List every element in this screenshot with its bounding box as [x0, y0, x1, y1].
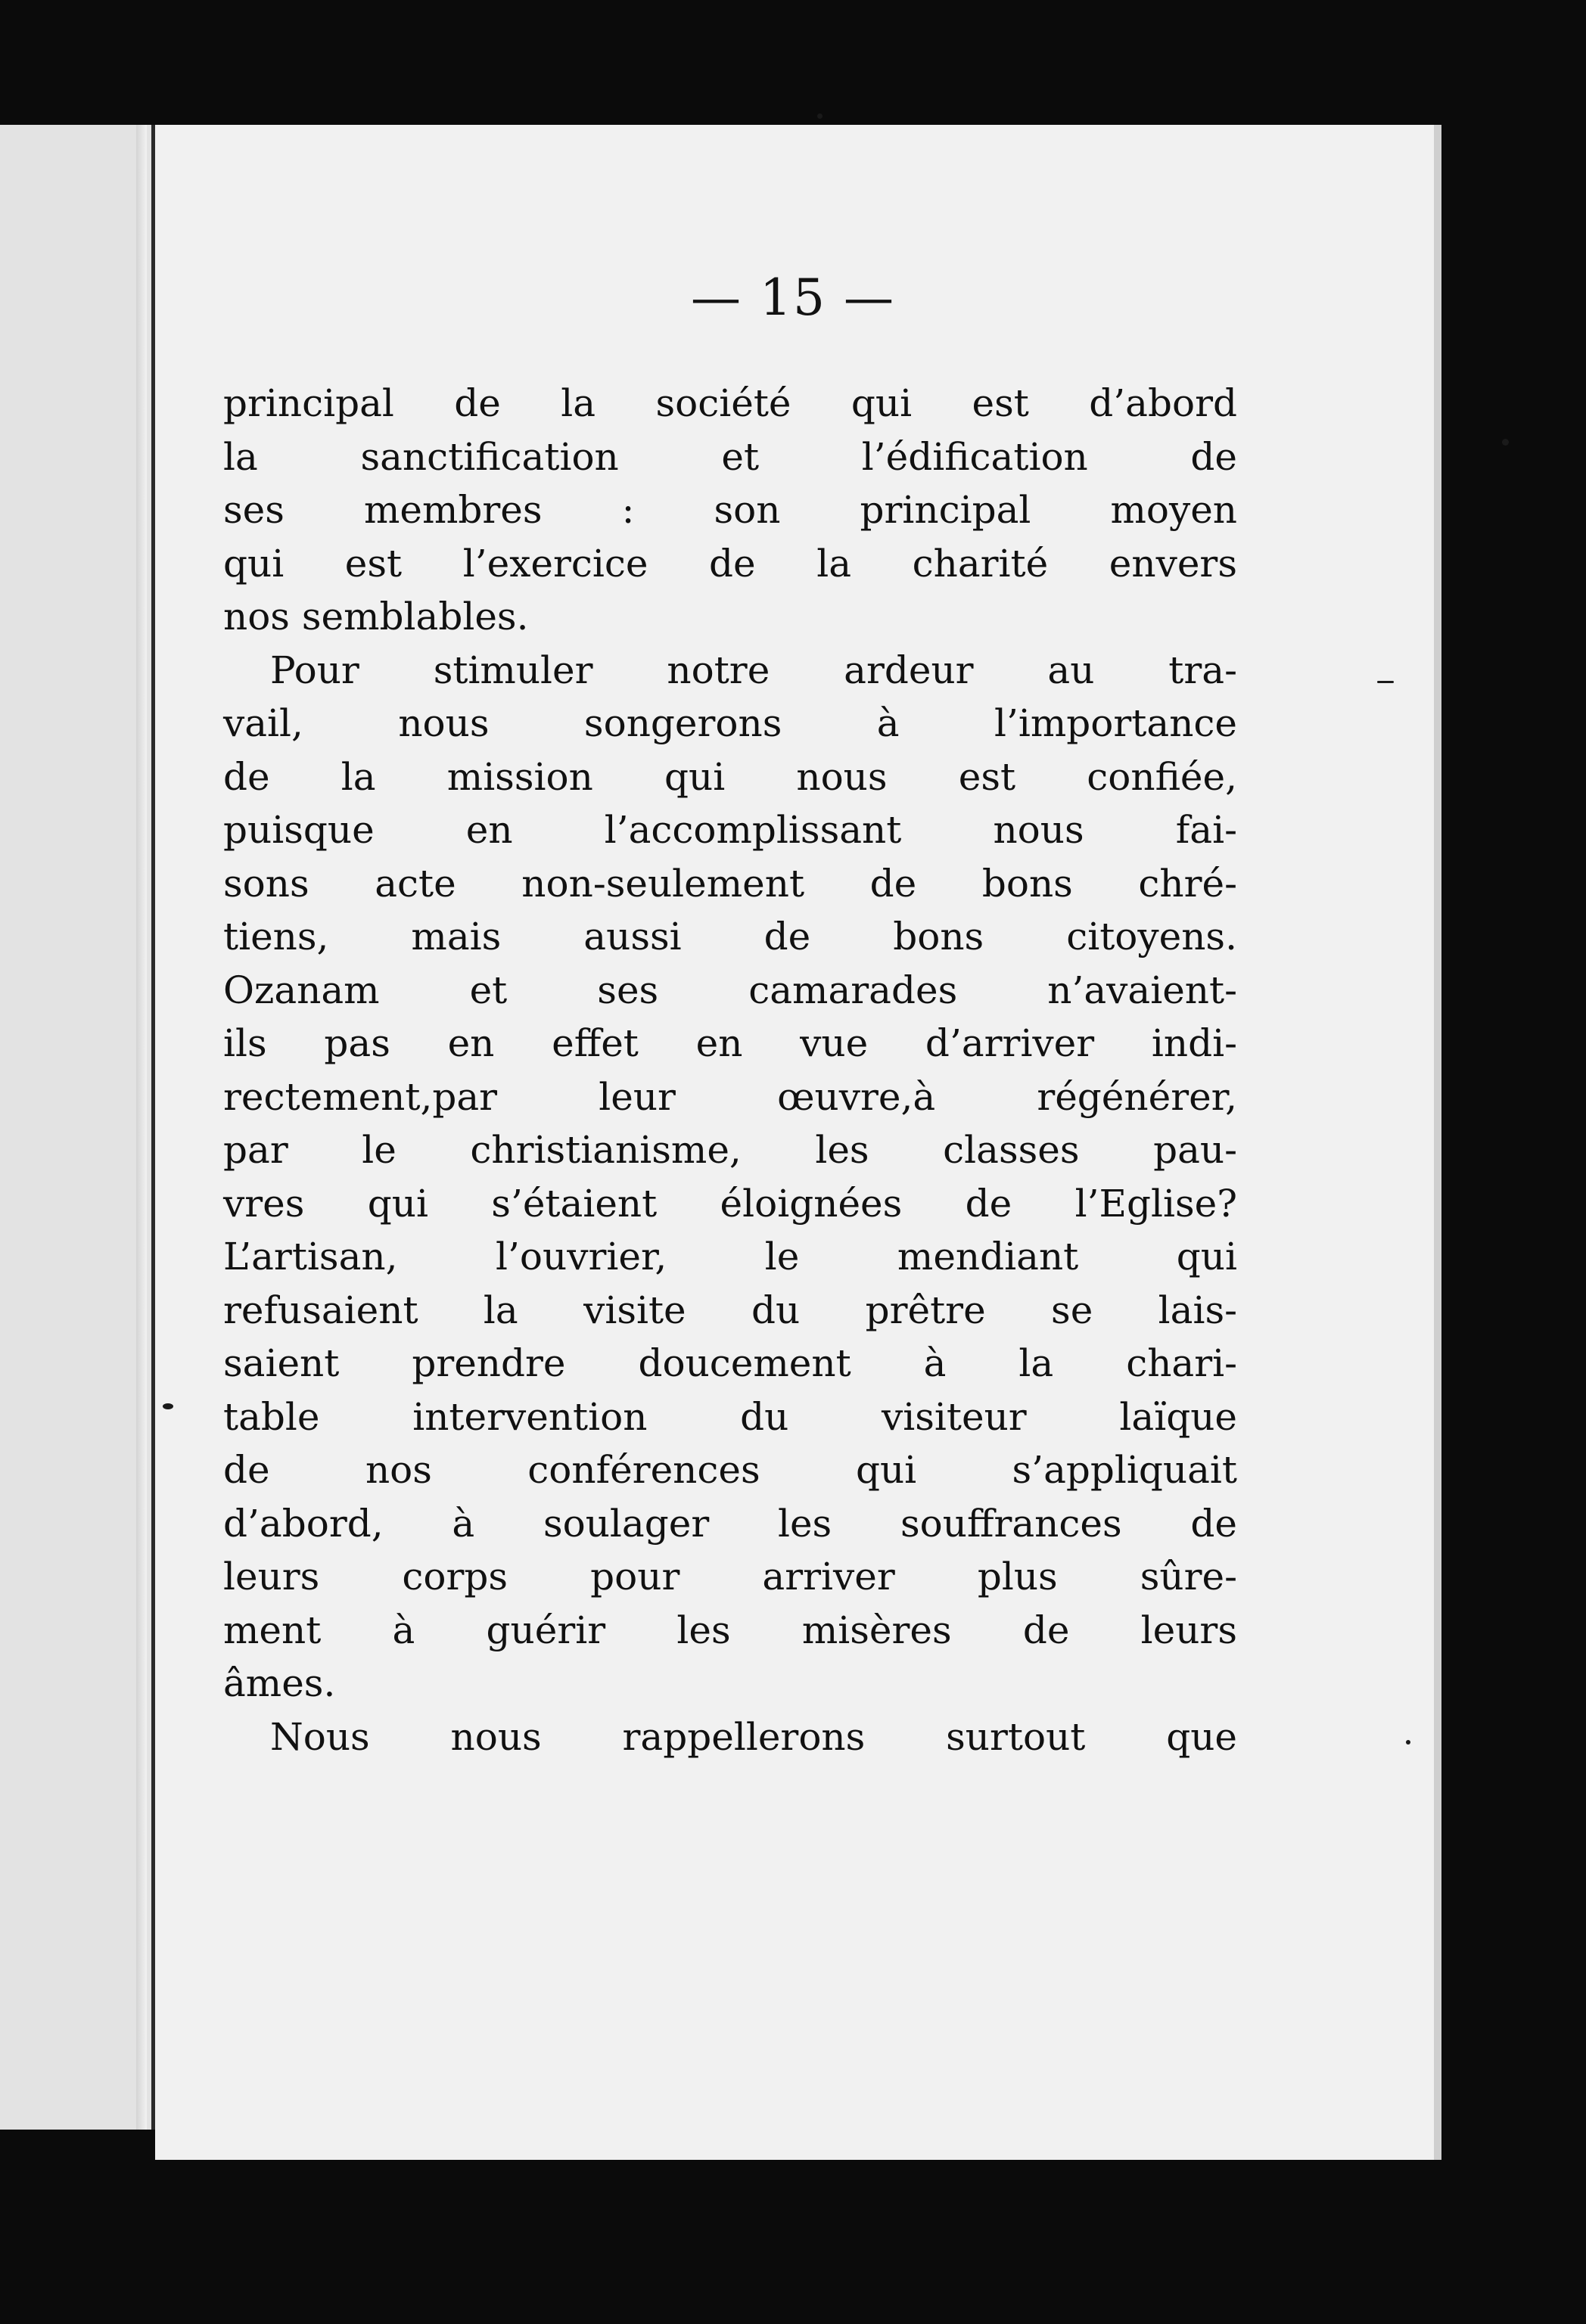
- dust-speck: [817, 113, 823, 119]
- text-line: de la mission qui nous est confiée,: [223, 754, 1237, 799]
- text-line: vail, nous songerons à l’importance: [223, 701, 1237, 745]
- dust-speck: [163, 1403, 173, 1409]
- text-line: Nous nous rappellerons surtout que: [270, 1714, 1237, 1759]
- text-line: par le christianisme, les classes pau-: [223, 1128, 1237, 1172]
- text-line: Pour stimuler notre ardeur au tra-: [270, 648, 1237, 692]
- text-line: âmes.: [223, 1661, 336, 1705]
- text-line: qui est l’exercice de la charité envers: [223, 541, 1237, 586]
- left-page-edge: [0, 125, 155, 2130]
- text-line: leurs corps pour arriver plus sûre-: [223, 1555, 1237, 1599]
- text-line: d’abord, à soulager les souffrances de: [223, 1501, 1237, 1546]
- text-line: ils pas en effet en vue d’arriver indi-: [223, 1021, 1237, 1065]
- text-line: vres qui s’étaient éloignées de l’Eglise?: [223, 1181, 1237, 1226]
- text-line: saient prendre doucement à la chari-: [223, 1341, 1237, 1385]
- dust-speck: [1377, 681, 1394, 683]
- text-line: tiens, mais aussi de bons citoyens.: [223, 915, 1237, 958]
- text-line: principal de la société qui est d’abord: [223, 381, 1237, 425]
- text-line: refusaient la visite du prêtre se lais-: [223, 1288, 1237, 1332]
- text-line: rectement,par leur œuvre,à régénérer,: [223, 1074, 1237, 1119]
- text-line: nos semblables.: [223, 595, 529, 638]
- text-line: de nos conférences qui s’appliquait: [223, 1448, 1237, 1492]
- text-line: la sanctification et l’édification de: [223, 434, 1237, 479]
- dust-speck: [1406, 1740, 1410, 1745]
- text-line: Ozanam et ses camarades n’avaient-: [223, 968, 1237, 1012]
- text-line: table intervention du visiteur laïque: [223, 1394, 1237, 1439]
- text-line: ment à guérir les misères de leurs: [223, 1608, 1237, 1652]
- body-text: [223, 377, 1237, 1763]
- text-line: puisque en l’accomplissant nous fai-: [223, 808, 1237, 852]
- page-number: — 15 —: [691, 269, 895, 327]
- text-line: L’artisan, l’ouvrier, le mendiant qui: [223, 1235, 1237, 1279]
- dust-speck: [1502, 439, 1509, 446]
- text-line: ses membres : son principal moyen: [223, 488, 1237, 532]
- text-line: sons acte non-seulement de bons chré-: [223, 861, 1237, 906]
